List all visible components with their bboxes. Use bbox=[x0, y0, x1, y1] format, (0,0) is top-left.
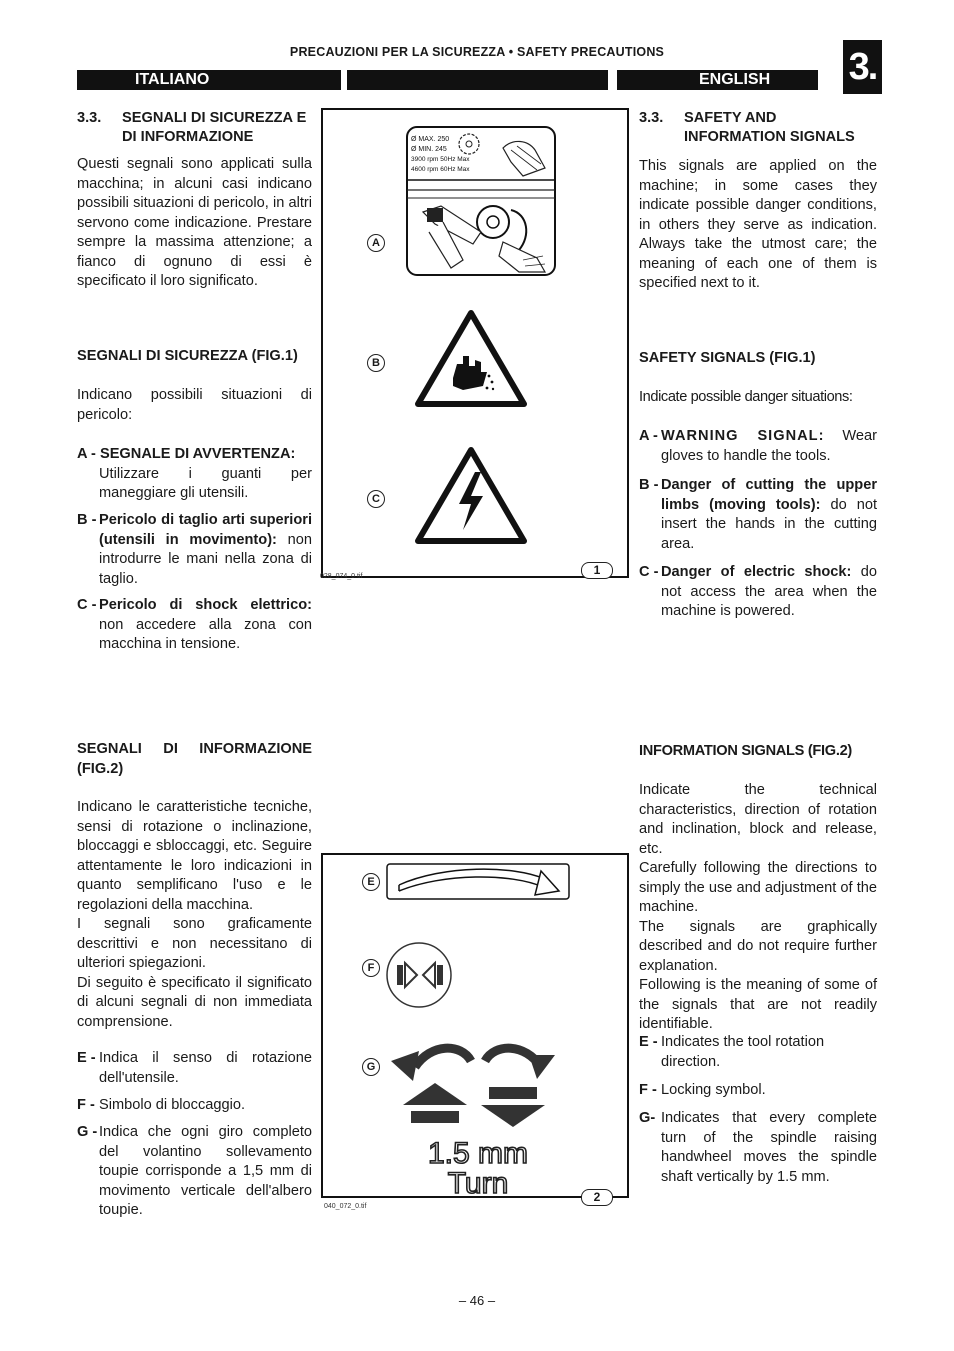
it-item-f bbox=[77, 1096, 312, 1116]
running-header: PRECAUZIONI PER LA SICUREZZA • SAFETY PRECAUTIONS bbox=[289, 45, 665, 59]
warn-max-diameter: Ø MAX. 250 bbox=[411, 136, 450, 143]
lang-bar-italian bbox=[77, 70, 341, 90]
it-item-b-bold: Pericolo di taglio arti superiori (utensili in movimento): bbox=[99, 512, 312, 548]
it-safety-intro: Indicano possibili situazioni di pericolo: bbox=[77, 387, 312, 423]
lang-label-italian: ITALIANO bbox=[135, 71, 210, 88]
en-item-c-label: C - bbox=[639, 564, 659, 580]
it-item-f-text: Simbolo di bloccaggio. bbox=[99, 1097, 246, 1113]
fig1-label-a: A bbox=[367, 234, 385, 252]
fig1-number: 1 bbox=[581, 562, 613, 579]
en-safety-title: SAFETY SIGNALS (FIG.1) bbox=[639, 350, 816, 366]
fig1-label-b: B bbox=[367, 354, 385, 372]
fig1-filename: 028_074_0.tif bbox=[320, 573, 363, 580]
it-item-a-label: A - SEGNALE DI AVVERTENZA: bbox=[77, 446, 296, 462]
en-item-a bbox=[639, 427, 877, 466]
it-info-p1: Indicano le caratteristiche tecniche, sensi di rotazione o inclinazione, bloccaggi e sbloccaggi, etc. Seguire attentamente le loro indicazioni in quanto semplificano l'uso e le regolazioni della macchina. bbox=[77, 799, 312, 913]
fig2-filename: 040_072_0.tif bbox=[324, 1203, 367, 1210]
en-item-b-label: B - bbox=[639, 477, 659, 493]
handwheel-signs bbox=[391, 1048, 555, 1127]
fig2-label-f: F bbox=[362, 959, 380, 977]
en-item-e-text: Indicates the tool rotation direction. bbox=[661, 1034, 825, 1070]
fig2-number: 2 bbox=[581, 1189, 613, 1206]
it-section-number: 3.3. bbox=[77, 110, 102, 126]
warn-rpm-50hz: 3900 rpm 50Hz Max bbox=[411, 156, 470, 163]
it-item-c bbox=[77, 596, 312, 655]
en-item-b bbox=[639, 476, 877, 554]
fig1-label-c: C bbox=[367, 490, 385, 508]
rotation-direction-sign bbox=[387, 864, 569, 899]
it-info-body bbox=[77, 798, 312, 1032]
cut-hazard-triangle bbox=[418, 313, 524, 404]
it-item-b-text: non introdurre le mani nella zona di taglio. bbox=[99, 531, 312, 587]
lang-bar-middle bbox=[347, 70, 608, 90]
rotate-right-arrow-icon bbox=[529, 1055, 555, 1079]
down-arrow-icon bbox=[481, 1105, 545, 1127]
en-safety-intro: Indicate possible danger situations: bbox=[639, 389, 853, 405]
en-item-f-text: Locking symbol. bbox=[661, 1082, 766, 1098]
en-info-body bbox=[639, 781, 877, 1035]
it-section-heading bbox=[77, 109, 312, 147]
it-item-c-text: non accedere alla zona con macchina in tensione. bbox=[99, 616, 312, 652]
figure-1-drawing bbox=[323, 110, 627, 576]
en-item-f-label: F - bbox=[639, 1082, 657, 1098]
lang-bar-english bbox=[617, 70, 818, 90]
en-item-b-text: do not insert the hands in the cutting area. bbox=[661, 496, 878, 552]
it-item-b-label: B - bbox=[77, 512, 97, 528]
locking-symbol bbox=[387, 943, 451, 1007]
en-section-heading bbox=[639, 109, 877, 147]
it-item-c-label: C - bbox=[77, 597, 97, 613]
en-item-b-bold: Danger of cutting the upper limbs (moving tools): bbox=[661, 477, 877, 513]
it-item-e-label: E - bbox=[77, 1050, 96, 1066]
fig2-label-e: E bbox=[362, 873, 380, 891]
it-item-g-text: Indica che ogni giro completo del volantino sollevamento toupie corrisponde a 1,5 mm di movimento verticale dell'albero toupie. bbox=[99, 1124, 312, 1218]
it-safety-title: SEGNALI DI SICUREZZA (FIG.1) bbox=[77, 348, 298, 364]
en-section-title: SAFETY AND INFORMATION SIGNALS bbox=[684, 110, 855, 145]
en-item-g bbox=[639, 1109, 877, 1187]
chapter-tab: 3. bbox=[843, 40, 882, 94]
figure-2 bbox=[321, 853, 629, 1204]
en-item-c-bold: Danger of electric shock: bbox=[661, 564, 852, 580]
it-intro: Questi segnali sono applicati sulla macchina; in alcuni casi indicano possibili situazioni di pericolo, in altri servono come indicazione. Prestare sempre la massima attenzione; a fianco di ognuno di essi è specificato il loro significato. bbox=[77, 156, 312, 289]
it-item-f-label: F - bbox=[77, 1097, 95, 1113]
rotate-left-arrow-icon bbox=[391, 1051, 419, 1081]
warn-rpm-60hz: 4600 rpm 60Hz Max bbox=[411, 166, 470, 173]
page-number: – 46 – bbox=[458, 1293, 496, 1308]
en-item-c bbox=[639, 563, 877, 622]
fig2-unit-text: Turn bbox=[447, 1167, 509, 1196]
en-info-p1: Indicate the technical characteristics, direction of rotation and inclination, block and release, etc. bbox=[639, 782, 877, 857]
fig2-value-text: 1.5 mm bbox=[427, 1137, 529, 1170]
figure-2-drawing bbox=[323, 855, 627, 1196]
electric-hazard-triangle bbox=[418, 450, 524, 541]
up-arrow-icon bbox=[403, 1083, 467, 1105]
it-item-b bbox=[77, 511, 312, 589]
fig2-label-g: G bbox=[362, 1058, 380, 1076]
warn-min-diameter: Ø MIN. 245 bbox=[411, 146, 447, 153]
en-item-c-text: do not access the area when the machine is powered. bbox=[661, 564, 877, 619]
it-info-p3: Di seguito è specificato il significato di alcuni segnali di non immediata comprensione. bbox=[77, 974, 312, 1030]
en-info-p2: Carefully following the directions to simply the use and adjustment of the machine. bbox=[639, 860, 877, 915]
it-info-title: SEGNALI DI INFORMAZIONE (FIG.2) bbox=[77, 741, 312, 777]
en-item-e-label: E - bbox=[639, 1034, 658, 1050]
it-item-g-label: G - bbox=[77, 1124, 98, 1140]
it-item-g bbox=[77, 1123, 312, 1221]
lang-label-english: ENGLISH bbox=[699, 71, 771, 88]
en-intro: This signals are applied on the machine; in some cases they indicate possible danger conditions, in others they serve as indication. Always take the utmost care; the meaning of each one of them is specified next to it. bbox=[639, 158, 877, 291]
en-section-number: 3.3. bbox=[639, 110, 664, 126]
en-item-g-label: G- bbox=[639, 1110, 656, 1126]
en-item-e bbox=[639, 1033, 877, 1072]
it-section-title: SEGNALI DI SICUREZZA E DI INFORMAZIONE bbox=[122, 110, 307, 145]
en-info-title: INFORMATION SIGNALS (FIG.2) bbox=[639, 743, 852, 759]
en-item-a-label: A - bbox=[639, 428, 658, 444]
en-item-f bbox=[639, 1081, 877, 1101]
it-item-e bbox=[77, 1049, 312, 1088]
it-info-p2: I segnali sono graficamente descrittivi e non necessitano di ulteriori spiegazioni. bbox=[77, 916, 312, 971]
en-item-a-bold: WARNING SIGNAL: bbox=[661, 428, 825, 444]
en-info-p3: The signals are graphically described and do not require further explanation. bbox=[639, 918, 877, 974]
en-item-a-text: Wear gloves to handle the tools. bbox=[661, 428, 877, 464]
figure-1 bbox=[321, 108, 629, 578]
it-item-c-bold: Pericolo di shock elettrico: bbox=[99, 597, 312, 613]
it-item-e-text: Indica il senso di rotazione dell'utensile. bbox=[99, 1050, 312, 1086]
it-item-a bbox=[77, 445, 312, 504]
en-item-g-text: Indicates that every complete turn of the spindle raising handwheel moves the spindle shaft vertically by 1.5 mm. bbox=[661, 1110, 877, 1185]
en-info-p4: Following is the meaning of some of the signals that are not readily identifiable. bbox=[639, 977, 877, 1032]
it-item-a-text: Utilizzare i guanti per maneggiare gli utensili. bbox=[99, 465, 312, 501]
